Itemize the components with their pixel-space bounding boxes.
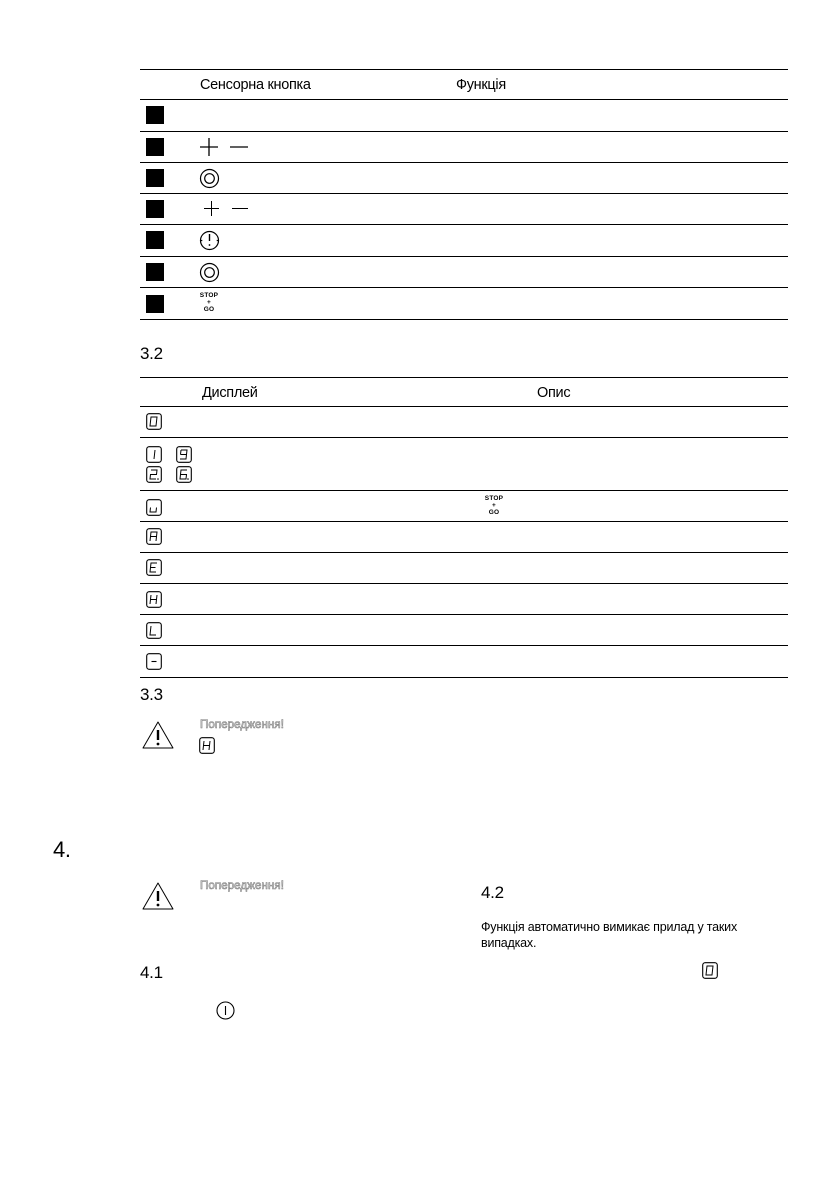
display-e-icon [146, 559, 162, 576]
column-header-touch-button: Сенсорна кнопка [200, 77, 311, 93]
warning-triangle-icon [141, 720, 175, 750]
row-marker [146, 138, 164, 156]
warning-label: Попередження! [200, 880, 285, 892]
section-number-4-2: 4.2 [481, 883, 504, 902]
minus-icon [230, 200, 250, 217]
ring-icon [199, 262, 220, 283]
stop-go-icon: STOP + GO [199, 292, 219, 313]
stop-go-icon: STOP + GO [484, 495, 504, 516]
row-marker [146, 231, 164, 249]
power-icon [216, 1001, 235, 1020]
row-marker [146, 169, 164, 187]
row-marker [146, 106, 164, 124]
column-header-function: Функція [456, 77, 506, 93]
display-u-icon [146, 499, 162, 516]
display-two-dot-icon [146, 466, 162, 483]
timer-icon [199, 230, 220, 251]
display-zero-icon [146, 413, 162, 430]
warning-label: Попередження! [200, 719, 285, 731]
plus-icon [199, 137, 219, 157]
row-marker [146, 200, 164, 218]
section-number-3-2: 3.2 [140, 344, 163, 363]
display-h-icon [146, 591, 162, 608]
section-number-3-3: 3.3 [140, 685, 163, 704]
column-header-display: Дисплей [202, 385, 258, 401]
display-nine-icon [176, 446, 192, 463]
paragraph-4-2: Функція автоматично вимикає прилад у таких випадках. [481, 920, 737, 950]
plus-icon [203, 200, 220, 217]
display-h-icon [199, 737, 215, 754]
display-one-icon [146, 446, 162, 463]
display-zero-icon [702, 962, 718, 979]
display-l-icon [146, 622, 162, 639]
column-header-description: Опис [537, 385, 571, 401]
row-marker [146, 295, 164, 313]
ring-icon [199, 168, 220, 189]
display-six-dot-icon [176, 466, 192, 483]
section-number-4: 4. [53, 837, 71, 862]
row-marker [146, 263, 164, 281]
minus-icon [228, 137, 250, 157]
warning-triangle-icon [141, 881, 175, 911]
display-a-icon [146, 528, 162, 545]
display-dash-icon [146, 653, 162, 670]
section-number-4-1: 4.1 [140, 963, 163, 982]
